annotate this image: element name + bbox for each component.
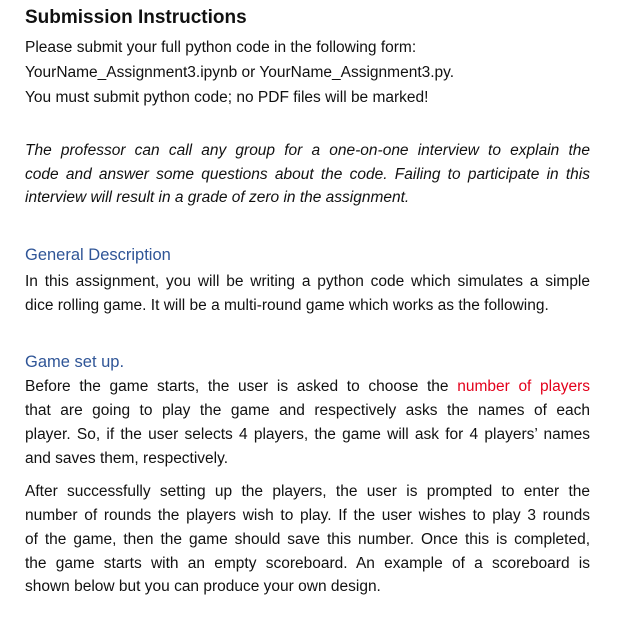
interview-line-3: interview will result in a grade of zero in the assignment.: [25, 189, 410, 206]
general-line-1: In this assignment, you will be writing a python code which simulates a simple: [25, 273, 590, 290]
setup-p1-line-3: player. So, if the user selects 4 players, the game will ask for 4 players’ names: [25, 426, 590, 443]
setup-p1-line-2: that are going to play the game and respectively asks the names of each: [25, 402, 590, 419]
setup-p2-line-1: After successfully setting up the players, the user is prompted to enter the: [25, 483, 590, 500]
setup-p2-line-5: shown below but you can produce your own design.: [25, 578, 381, 595]
submission-line-1: Please submit your full python code in the following form:: [25, 39, 417, 56]
general-description-title: General Description: [25, 246, 171, 264]
general-line-2: dice rolling game. It will be a multi-round game which works as the following.: [25, 297, 549, 314]
number-of-players-highlight: number of players: [457, 378, 590, 395]
submission-line-2: YourName_Assignment3.ipynb or YourName_Assignment3.py.: [25, 64, 455, 81]
submission-line-3: You must submit python code; no PDF files will be marked!: [25, 89, 429, 106]
setup-p2-line-3: of the game, then the game should save this number. Once this is completed,: [25, 531, 590, 548]
interview-line-2: code and answer some questions about the code. Failing to participate in this: [25, 166, 590, 183]
submission-heading: Submission Instructions: [25, 7, 247, 28]
setup-p1-line-1: [25, 377, 590, 397]
setup-p2-line-2: number of rounds the players wish to play. If the user wishes to play 3 rounds: [25, 507, 590, 524]
setup-p1-line-1-text: Before the game starts, the user is asked to choose the: [25, 378, 449, 395]
game-setup-title: Game set up.: [25, 353, 125, 371]
interview-line-1: The professor can call any group for a one-on-one interview to explain the: [25, 142, 590, 159]
setup-p1-line-4: and saves them, respectively.: [25, 450, 229, 467]
setup-p2-line-4: the game starts with an empty scoreboard. An example of a scoreboard is: [25, 555, 590, 572]
